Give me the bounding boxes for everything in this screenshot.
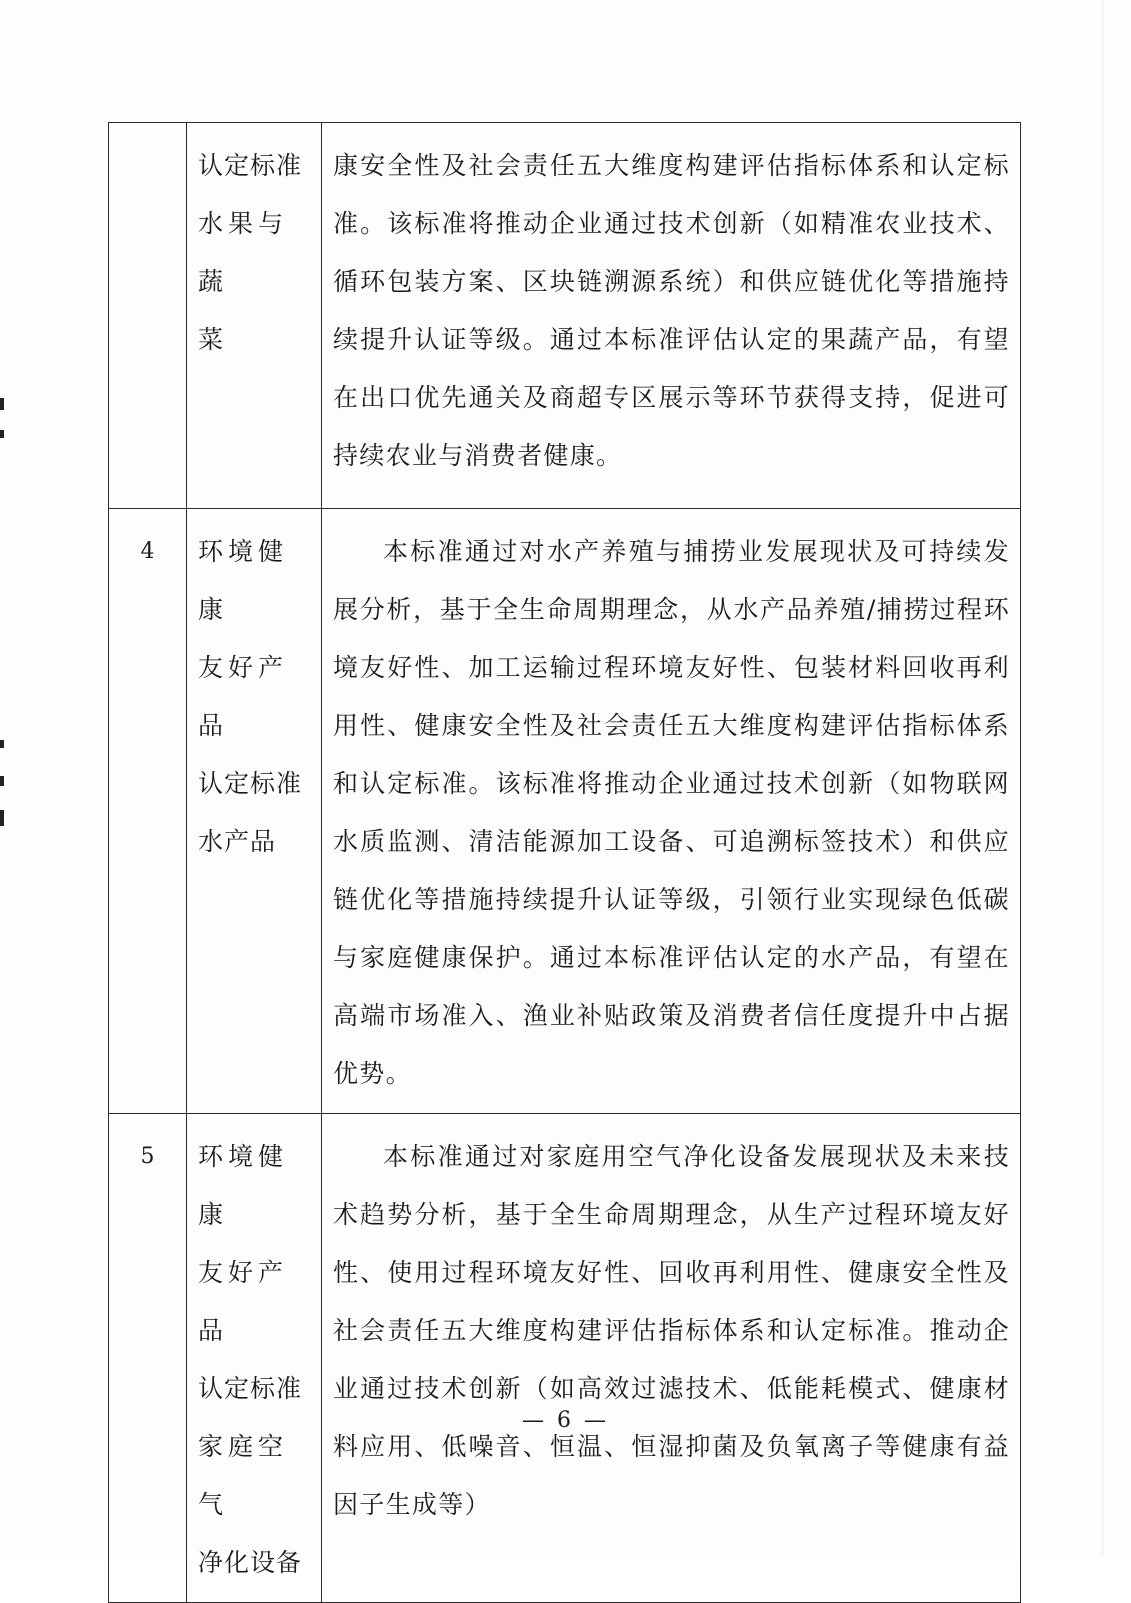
standard-name: [187, 123, 322, 509]
standard-description: [322, 1114, 1021, 1603]
standard-name-line: 环境健康: [198, 537, 289, 624]
standard-name-line: 友好产品: [198, 1258, 289, 1345]
standards-table: [108, 122, 1021, 1603]
binding-mark: [0, 398, 4, 410]
binding-mark: [0, 810, 4, 826]
standard-name-line: 家庭空气: [198, 1432, 289, 1519]
table-row: [109, 123, 1021, 509]
binding-mark: [0, 776, 4, 786]
table-row: [109, 1114, 1021, 1603]
standard-name-line: 友好产品: [198, 653, 289, 740]
page-number: — 6 —: [522, 1408, 609, 1433]
description-text: 本标准通过对家庭用空气净化设备发展现状及未来技术趋势分析，基于全生命周期理念，从生产过程环境友好性、使用过程环境友好性、回收再利用性、健康安全性及社会责任五大维度构建评估指标体系和认定标准。推动企业通过技术创新（如高效过滤技术、低能耗模式、健康材料应用、低噪音、恒温、恒湿抑菌及负氧离子等健康有益因子生成等）: [333, 1142, 1010, 1519]
standard-name-line: 认定标准: [198, 769, 303, 798]
row-number: [109, 123, 187, 509]
standard-name: [187, 1114, 322, 1603]
standard-name-line: 认定标准: [198, 151, 303, 180]
standard-name-line: 水果与蔬: [198, 209, 289, 296]
row-number: 5: [109, 1114, 187, 1603]
page-edge-line: [1102, 0, 1103, 1557]
standard-name-line: 菜: [198, 325, 225, 354]
standard-description: [322, 509, 1021, 1114]
table-row: [109, 509, 1021, 1114]
standard-name-line: 水产品: [198, 827, 277, 856]
standard-name-line: 净化设备: [198, 1548, 303, 1577]
description-text: 本标准通过对水产养殖与捕捞业发展现状及可持续发展分析，基于全生命周期理念，从水产品养殖/捕捞过程环境友好性、加工运输过程环境友好性、包装材料回收再利用性、健康安全性及社会责任五大维度构建评估指标体系和认定标准。该标准将推动企业通过技术创新（如物联网水质监测、清洁能源加工设备、可追溯标签技术）和供应链优化等措施持续提升认证等级，引领行业实现绿色低碳与家庭健康保护。通过本标准评估认定的水产品，有望在高端市场准入、渔业补贴政策及消费者信任度提升中占据优势。: [333, 537, 1010, 1088]
row-number: 4: [109, 509, 187, 1114]
binding-mark: [0, 430, 4, 438]
standard-name: [187, 509, 322, 1114]
description-text: 康安全性及社会责任五大维度构建评估指标体系和认定标准。该标准将推动企业通过技术创新（如精准农业技术、循环包装方案、区块链溯源系统）和供应链优化等措施持续提升认证等级。通过本标准评估认定的果蔬产品，有望在出口优先通关及商超专区展示等环节获得支持，促进可持续农业与消费者健康。: [333, 151, 1010, 470]
standard-name-line: 环境健康: [198, 1142, 289, 1229]
binding-mark: [0, 740, 4, 748]
standard-description: [322, 123, 1021, 509]
standard-name-line: 认定标准: [198, 1374, 303, 1403]
